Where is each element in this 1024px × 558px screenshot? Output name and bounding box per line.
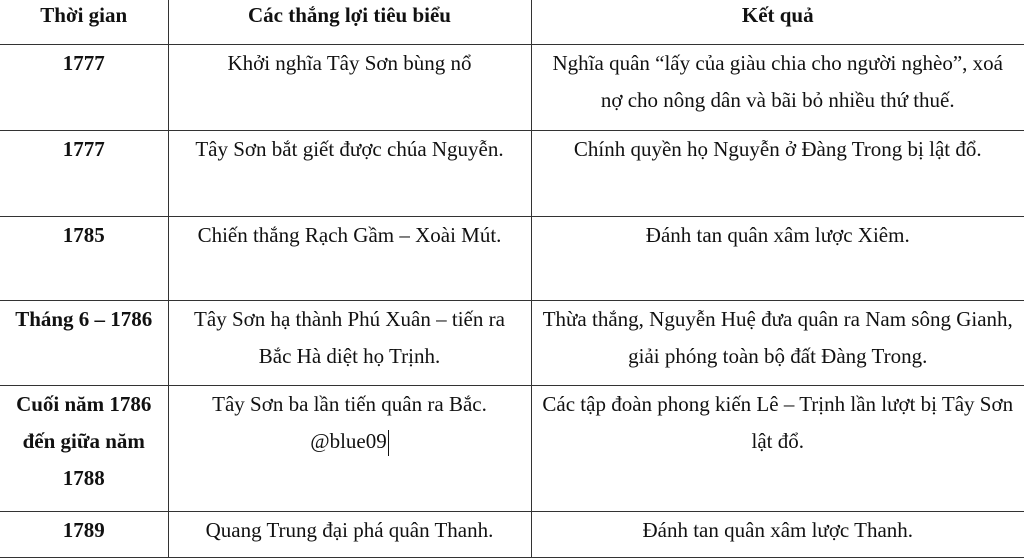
text-cursor: [388, 430, 389, 456]
header-result: Kết quả: [531, 0, 1024, 44]
row-time: Cuối năm 1786 đến giữa năm 1788: [0, 386, 168, 511]
row-victory-cell[interactable]: [168, 386, 531, 511]
table-header-row: [0, 0, 1024, 44]
row-result: Đánh tan quân xâm lược Thanh.: [531, 511, 1024, 557]
row-victory: Khởi nghĩa Tây Sơn bùng nổ: [168, 44, 531, 130]
table-row: [0, 216, 1024, 301]
table-row: [0, 511, 1024, 557]
row-result: Đánh tan quân xâm lược Xiêm.: [531, 216, 1024, 301]
watermark-label: @blue09: [310, 429, 387, 454]
header-time: Thời gian: [0, 0, 168, 44]
row-victory: Chiến thắng Rạch Gầm – Xoài Mút.: [168, 216, 531, 301]
row-victory: Tây Sơn bắt giết được chúa Nguyễn.: [168, 130, 531, 216]
table-row: [0, 44, 1024, 130]
row-result: Các tập đoàn phong kiến Lê – Trịnh lần lượt bị Tây Sơn lật đổ.: [531, 386, 1024, 511]
header-victories: Các thắng lợi tiêu biểu: [168, 0, 531, 44]
table-row: [0, 130, 1024, 216]
watermark-text[interactable]: [177, 423, 523, 460]
row-victory: Tây Sơn hạ thành Phú Xuân – tiến ra Bắc Hà diệt họ Trịnh.: [168, 301, 531, 386]
table-row: [0, 301, 1024, 386]
row-time: 1785: [0, 216, 168, 301]
table-row: [0, 386, 1024, 511]
row-time: 1789: [0, 511, 168, 557]
row-result: Chính quyền họ Nguyễn ở Đàng Trong bị lật đổ.: [531, 130, 1024, 216]
row-time: 1777: [0, 44, 168, 130]
row-victory: Tây Sơn ba lần tiến quân ra Bắc.: [212, 392, 487, 417]
row-time: Tháng 6 – 1786: [0, 301, 168, 386]
row-result: Thừa thắng, Nguyễn Huệ đưa quân ra Nam sông Gianh, giải phóng toàn bộ đất Đàng Trong.: [531, 301, 1024, 386]
row-result: Nghĩa quân “lấy của giàu chia cho người nghèo”, xoá nợ cho nông dân và bãi bỏ nhiều thứ thuế.: [531, 44, 1024, 130]
row-time: 1777: [0, 130, 168, 216]
row-victory: Quang Trung đại phá quân Thanh.: [168, 511, 531, 557]
